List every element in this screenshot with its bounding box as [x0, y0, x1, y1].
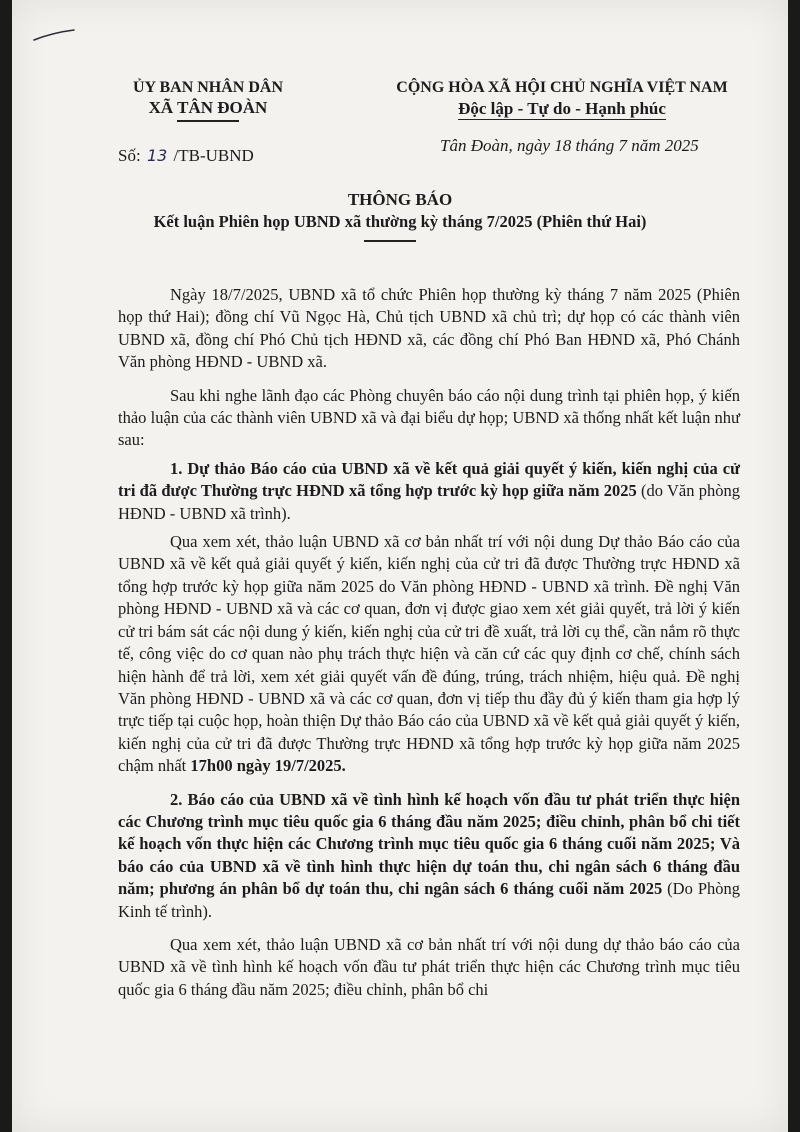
section-2-heading [118, 789, 740, 923]
section-1-note: (do Văn phòng HĐND - UBND xã trình). [118, 481, 740, 523]
subtitle-underline [364, 240, 416, 242]
section-2-body: Qua xem xét, thảo luận UBND xã cơ bản nhất trí với nội dung dự thảo báo cáo của UBND xã về tình hình kế hoạch vốn đầu tư phát triển thực hiện các Chương trình mục tiêu quốc gia 6 tháng đầu năm 2025; điều chỉnh, phân bổ chi [118, 934, 740, 999]
pen-mark [32, 28, 76, 42]
section-1-title: 1. Dự thảo Báo cáo của UBND xã về kết quả giải quyết ý kiến, kiến nghị của cử tri đã được Thường trực HĐND xã tổng hợp trước kỳ họp giữa năm 2025 [118, 458, 740, 501]
motto: Độc lập - Tự do - Hạnh phúc [458, 99, 666, 118]
document-page [12, 0, 788, 1132]
section-1-deadline: 17h00 ngày 19/7/2025. [190, 756, 346, 776]
motto-wrap [382, 98, 742, 120]
paragraph-conclusion-lead: Sau khi nghe lãnh đạo các Phòng chuyên báo cáo nội dung trình tại phiên họp, ý kiến thảo luận của các thành viên UBND xã và đại biểu dự họp; UBND xã thống nhất kết luận như sau: [118, 385, 740, 450]
document-title: THÔNG BÁO [347, 190, 453, 209]
document-subtitle: Kết luận Phiên họp UBND xã thường kỳ tháng 7/2025 (Phiên thứ Hai) [153, 212, 647, 231]
authority-line-1: ỦY BAN NHÂN DÂN [132, 79, 284, 96]
section-2-title: 2. Báo cáo của UBND xã về tình hình kế hoạch vốn đầu tư phát triển thực hiện các Chương trình mục tiêu quốc gia 6 tháng đầu năm 2025; điều chỉnh, phân bổ chi tiết kế hoạch vốn thực hiện các Chương trình mục tiêu quốc gia 6 tháng cuối năm 2025; Và báo cáo của UBND xã về tình hình thực hiện dự toán thu, chi ngân sách 6 tháng đầu năm; phương án phân bổ dự toán thu, chi ngân sách 6 tháng cuối năm 2025 [118, 789, 740, 899]
authority-underline [177, 120, 239, 122]
authority-line-2: XÃ TÂN ĐOÀN [148, 98, 268, 117]
section-1-body [118, 531, 740, 777]
document-number [118, 146, 254, 166]
section-1-heading [118, 458, 740, 525]
national-motto [382, 78, 742, 120]
doc-number-suffix: /TB-UBND [173, 146, 254, 165]
doc-number-handwritten: 13 [146, 146, 168, 165]
section-1-text: Qua xem xét, thảo luận UBND xã cơ bản nhất trí với nội dung Dự thảo Báo cáo của UBND xã về kết quả giải quyết ý kiến, kiến nghị của cử tri đã được Thường trực HĐND xã tổng hợp trước kỳ họp giữa năm 2025 do Văn phòng HĐND - UBND xã trình. Đề nghị Văn phòng HĐND - UBND xã và các cơ quan, đơn vị được giao xem xét giải quyết, trả lời ý kiến cử tri bám sát các nội dung ý kiến, kiến nghị của cử tri đề xuất, trả lời cụ thể, cần nắm rõ thực tế, công việc do cơ quan nào phụ trách thực hiện và căn cứ các quy định cơ chế, chính sách hiện hành để trả lời, xem xét giải quyết vấn đề đúng, trúng, trách nhiệm, hiệu quả. Đề nghị Văn phòng HĐND - UBND xã và các cơ quan, đơn vị tiếp thu đầy đủ ý kiến tham gia hợp lý trực tiếp tại cuộc họp, hoàn thiện Dự thảo Báo cáo của UBND xã về kết quả giải quyết ý kiến, kiến nghị của cử tri đã được Thường trực HĐND xã tổng hợp trước kỳ họp giữa năm 2025 chậm nhất [118, 532, 740, 776]
paragraph-intro: Ngày 18/7/2025, UBND xã tổ chức Phiên họp thường kỳ tháng 7 năm 2025 (Phiên họp thứ Hai); đồng chí Vũ Ngọc Hà, Chủ tịch UBND xã chủ trì; dự họp có các thành viên UBND xã, đồng chí Phó Chủ tịch HĐND xã, các đồng chí Phó Ban HĐND xã, Phó Chánh Văn phòng HĐND - UBND xã. [118, 285, 740, 372]
doc-number-prefix: Số: [118, 146, 141, 165]
nation-name: CỘNG HÒA XÃ HỘI CHỦ NGHĨA VIỆT NAM [396, 79, 728, 96]
section-2-note: (Do Phòng Kinh tế trình). [118, 879, 740, 921]
issuing-authority [108, 78, 308, 122]
document-body [118, 284, 740, 1012]
date-line: Tân Đoàn, ngày 18 tháng 7 năm 2025 [440, 136, 699, 155]
